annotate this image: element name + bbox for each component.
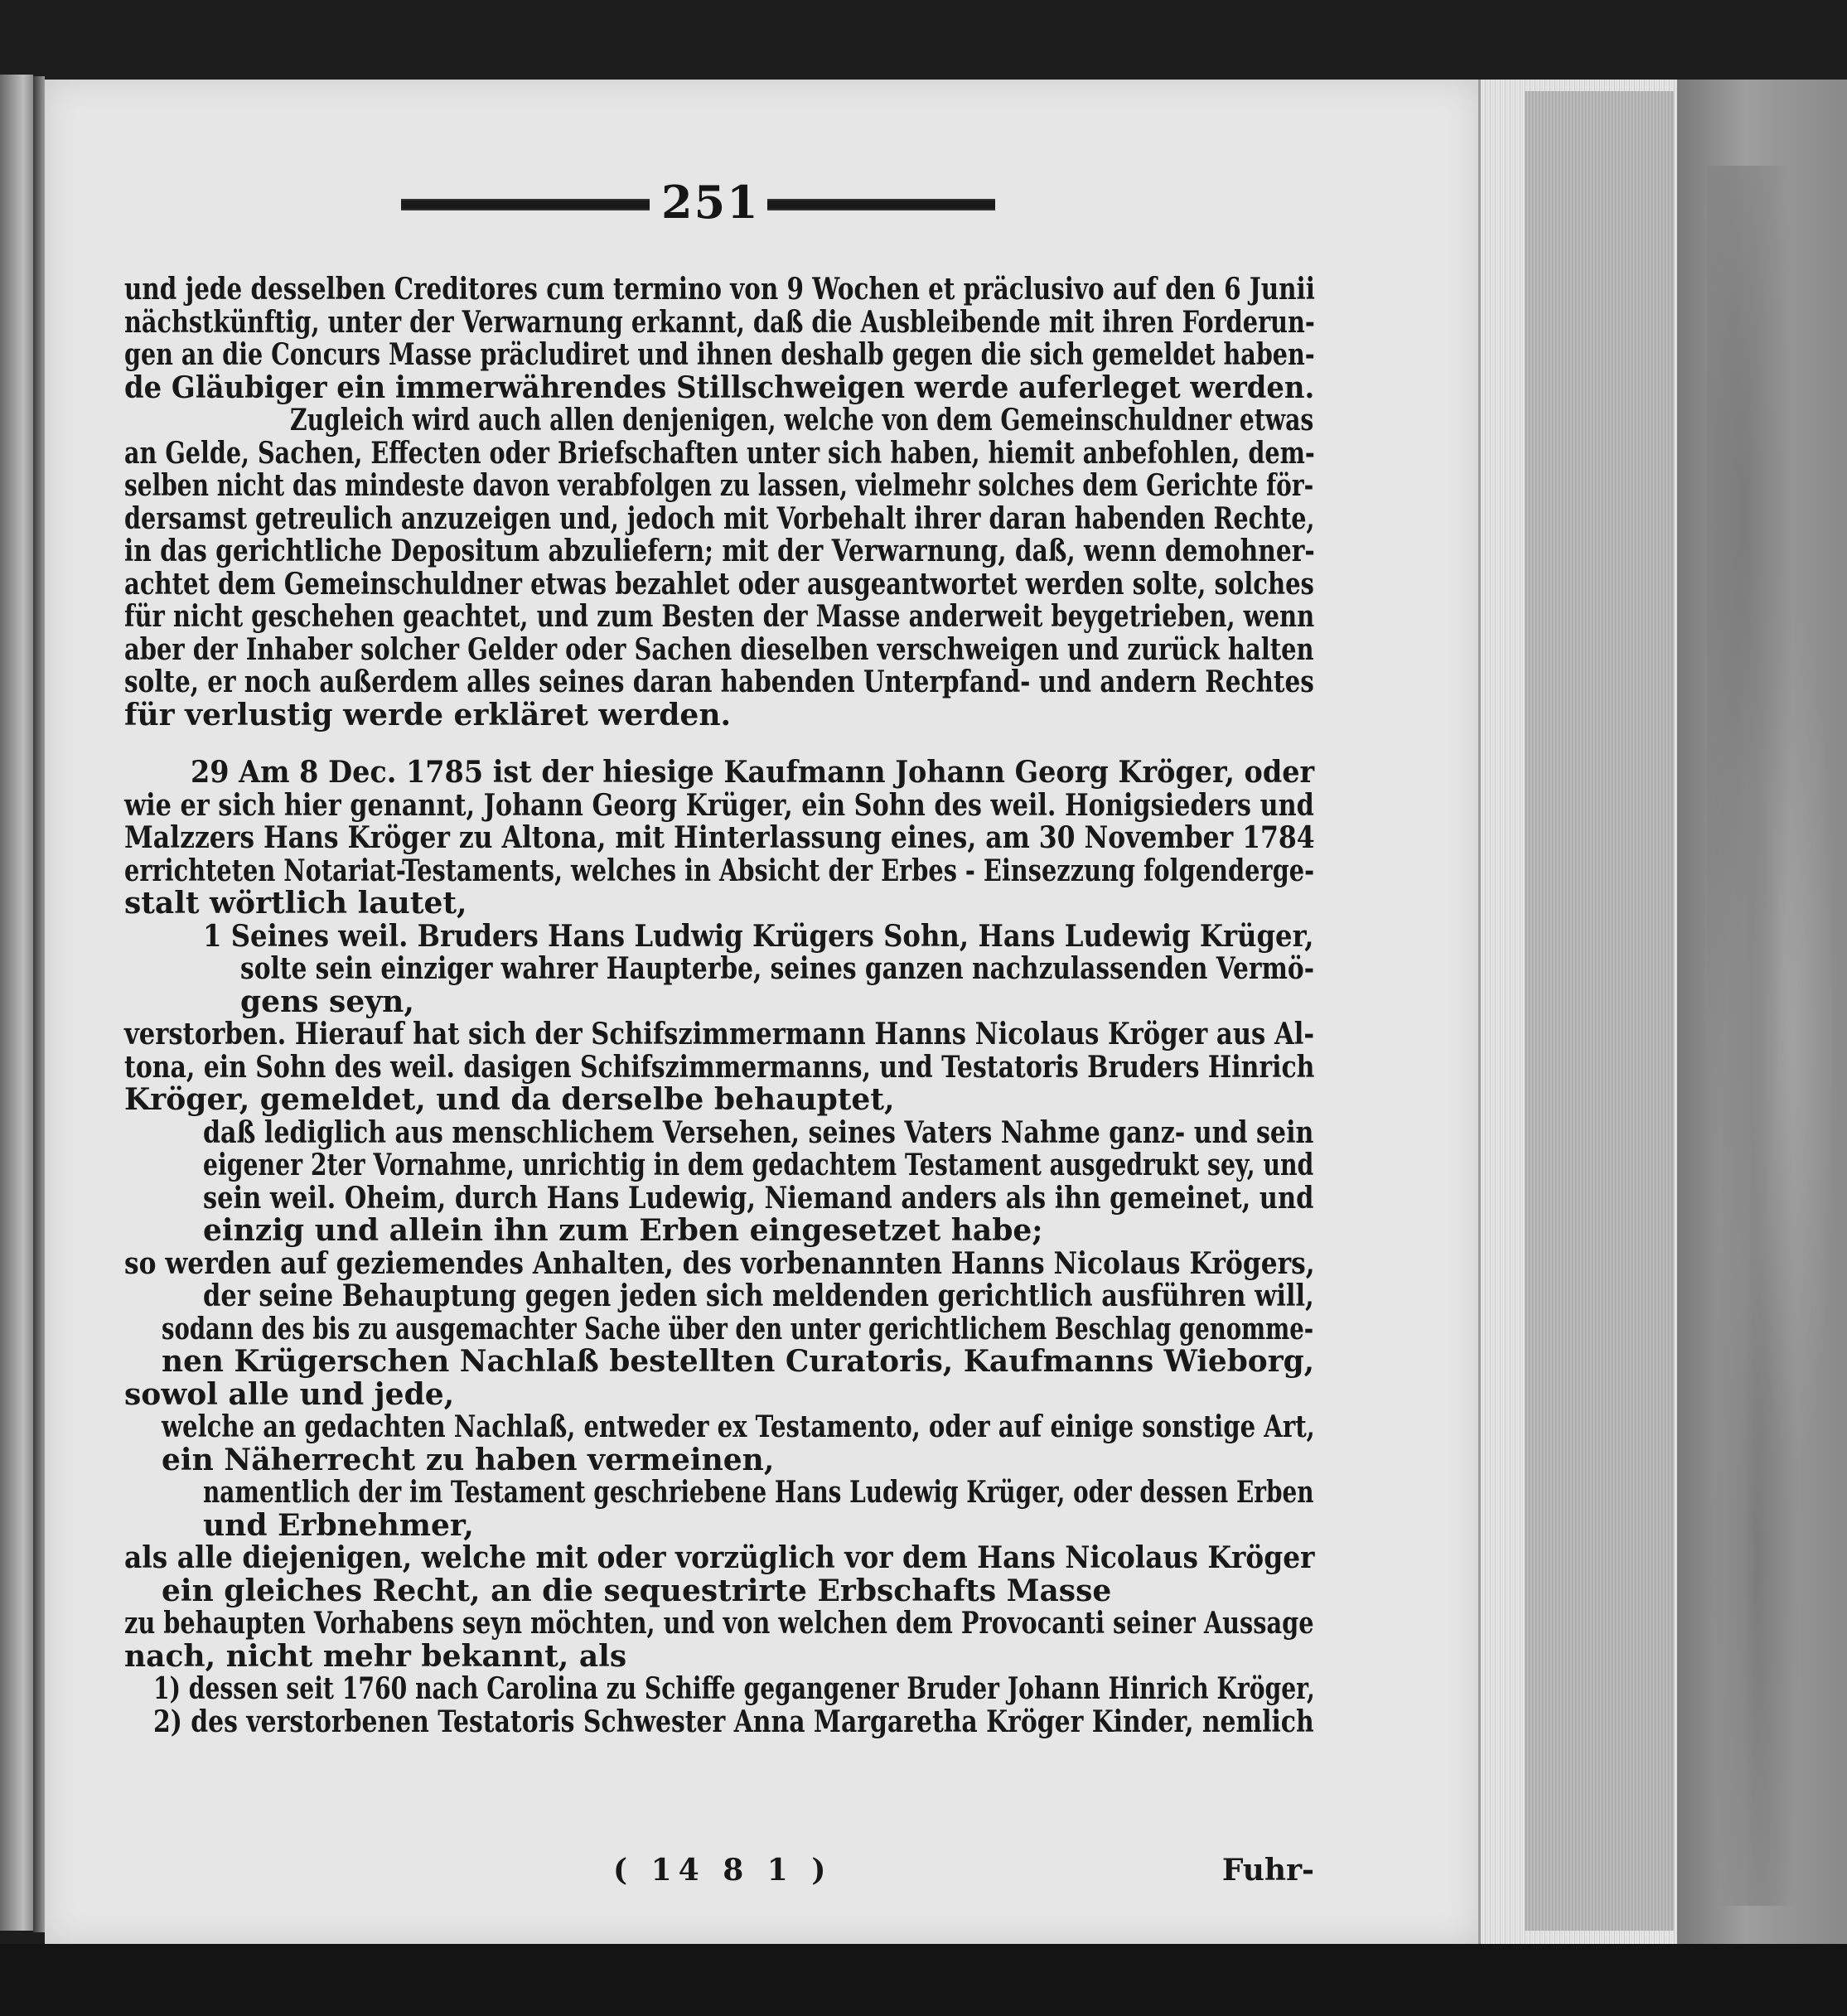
text-line: ein Näherrecht zu haben vermeinen,: [162, 1442, 775, 1477]
text-line: 1) dessen seit 1760 nach Carolina zu Schiffe gegangener Bruder Johann Hinrich Kröger,: [153, 1671, 1315, 1706]
text-line: nächstkünftig, unter der Verwarnung erkannt, daß die Ausbleibende mit ihren Forderun-: [124, 304, 1315, 340]
text-line: nach, nicht mehr bekannt, als: [124, 1638, 627, 1674]
text-line: zu behaupten Vorhabens seyn möchten, und von welchen dem Provocanti seiner Aussage: [124, 1606, 1314, 1641]
background-shadow: [0, 1944, 1847, 2016]
previous-page-edge: [0, 75, 33, 1931]
text-line: und Erbnehmer,: [203, 1507, 474, 1543]
text-line: 2) des verstorbenen Testatoris Schwester Anna Margaretha Kröger Kinder, nemlich: [153, 1704, 1314, 1739]
text-line: wie er sich hier genannt, Johann Georg Krüger, ein Sohn des weil. Honigsieders und: [124, 787, 1314, 823]
text-line: daß lediglich aus menschlichem Versehen, seines Vaters Nahme ganz- und sein: [203, 1114, 1314, 1150]
text-line: in das gerichtliche Depositum abzuliefern; mit der Verwarnung, daß, wenn demohner-: [124, 534, 1315, 568]
text-line: einzig und allein ihn zum Erben eingesetzet habe;: [203, 1213, 1043, 1248]
text-line: Malzzers Hans Kröger zu Altona, mit Hinterlassung eines, am 30 November 1784: [124, 820, 1315, 855]
text-line: sein weil. Oheim, durch Hans Ludewig, Niemand anders als ihn gemeinet, und: [203, 1180, 1314, 1216]
text-line: solte, er noch außerdem alles seines daran habenden Unterpfand- und andern Rechtes: [124, 665, 1314, 699]
text-line: an Gelde, Sachen, Effecten oder Briefschaften unter sich haben, hiemit anbefohlen, dem-: [124, 435, 1315, 471]
catchword: Fuhr-: [1221, 1853, 1314, 1888]
text-line: sowol alle und jede,: [124, 1376, 455, 1412]
text-line: Zugleich wird auch allen denjenigen, welche von dem Gemeinschuldner etwas: [290, 403, 1314, 438]
text-line: der seine Behauptung gegen jeden sich meldenden gerichtlich ausführen will,: [203, 1279, 1314, 1313]
text-line: namentlich der im Testament geschriebene Hans Ludewig Krüger, oder dessen Erben: [203, 1475, 1314, 1510]
text-line: 29 Am 8 Dec. 1785 ist der hiesige Kaufmann Johann Georg Kröger, oder: [191, 755, 1315, 790]
text-line: sodann des bis zu ausgemachter Sache über den unter gerichtlichem Beschlag genomme-: [162, 1311, 1314, 1346]
text-line: solte sein einziger wahrer Haupterbe, seines ganzen nachzulassenden Vermö-: [240, 951, 1315, 986]
text-line: so werden auf geziemendes Anhalten, des vorbenannten Hanns Nicolaus Krögers,: [124, 1245, 1315, 1281]
text-line: als alle diejenigen, welche mit oder vorzüglich vor dem Hans Nicolaus Kröger: [124, 1540, 1315, 1575]
header-rule-right: [767, 199, 995, 210]
text-line: achtet dem Gemeinschuldner etwas bezahlet oder ausgeantwortet werden solte, solches: [124, 566, 1314, 602]
text-line: und jede desselben Creditores cum termino von 9 Wochen et präclusivo auf den 6 Junii: [124, 272, 1315, 307]
text-line: selben nicht das mindeste davon verabfolgen zu lassen, vielmehr solches dem Gerichte för-: [124, 468, 1314, 503]
text-line: stalt wörtlich lautet,: [124, 886, 467, 921]
text-line: für verlustig werde erkläret werden.: [124, 697, 732, 732]
text-line: für nicht geschehen geachtet, und zum Besten der Masse anderweit beygetrieben, wenn: [124, 599, 1315, 634]
text-line: welche an gedachten Nachlaß, entweder ex Testamento, oder auf einige sonstige Art,: [162, 1409, 1315, 1444]
text-line: 1 Seines weil. Bruders Hans Ludwig Krügers Sohn, Hans Ludewig Krüger,: [203, 918, 1314, 954]
printer-signature: ( 14 8 1 ): [613, 1853, 833, 1888]
book-gutter: [33, 76, 45, 1932]
text-line: eigener 2ter Vornahme, unrichtig in dem gedachtem Testament ausgedrukt sey, und: [203, 1148, 1314, 1182]
text-line: dersamst getreulich anzuzeigen und, jedoch mit Vorbehalt ihrer daran habenden Rechte,: [124, 500, 1315, 536]
page-edges-stack: [1525, 91, 1674, 1931]
text-line: tona, ein Sohn des weil. dasigen Schifszimmermanns, und Testatoris Bruders Hinrich: [124, 1049, 1315, 1085]
text-line: de Gläubiger ein immerwährendes Stillschweigen werde auferleget werden.: [124, 370, 1315, 405]
paragraph-gap: [124, 732, 1314, 757]
page-header: [389, 176, 1019, 229]
header-rule-left: [401, 199, 650, 210]
text-line: aber der Inhaber solcher Gelder oder Sachen dieselben verschweigen und zurück halten: [124, 631, 1314, 667]
text-line: gens seyn,: [240, 984, 414, 1019]
page-number: 251: [661, 176, 760, 229]
text-line: verstorben. Hierauf hat sich der Schifszimmermann Hanns Nicolaus Kröger aus Al-: [124, 1017, 1315, 1052]
text-line: errichteten Notariat-Testaments, welches in Absicht der Erbes - Einsezzung folgenderge-: [124, 853, 1315, 888]
text-line: gen an die Concurs Masse präcludiret und ihnen deshalb gegen die sich gemeldet haben-: [124, 337, 1315, 372]
body-text: [124, 273, 1314, 1738]
page-footer: [124, 1853, 1314, 1894]
cover-marbling: [1707, 166, 1831, 1906]
text-line: Kröger, gemeldet, und da derselbe behauptet,: [124, 1082, 895, 1117]
text-line: nen Krügerschen Nachlaß bestellten Curatoris, Kaufmanns Wieborg,: [162, 1344, 1315, 1379]
text-line: ein gleiches Recht, an die sequestrirte Erbschafts Masse: [162, 1573, 1112, 1608]
